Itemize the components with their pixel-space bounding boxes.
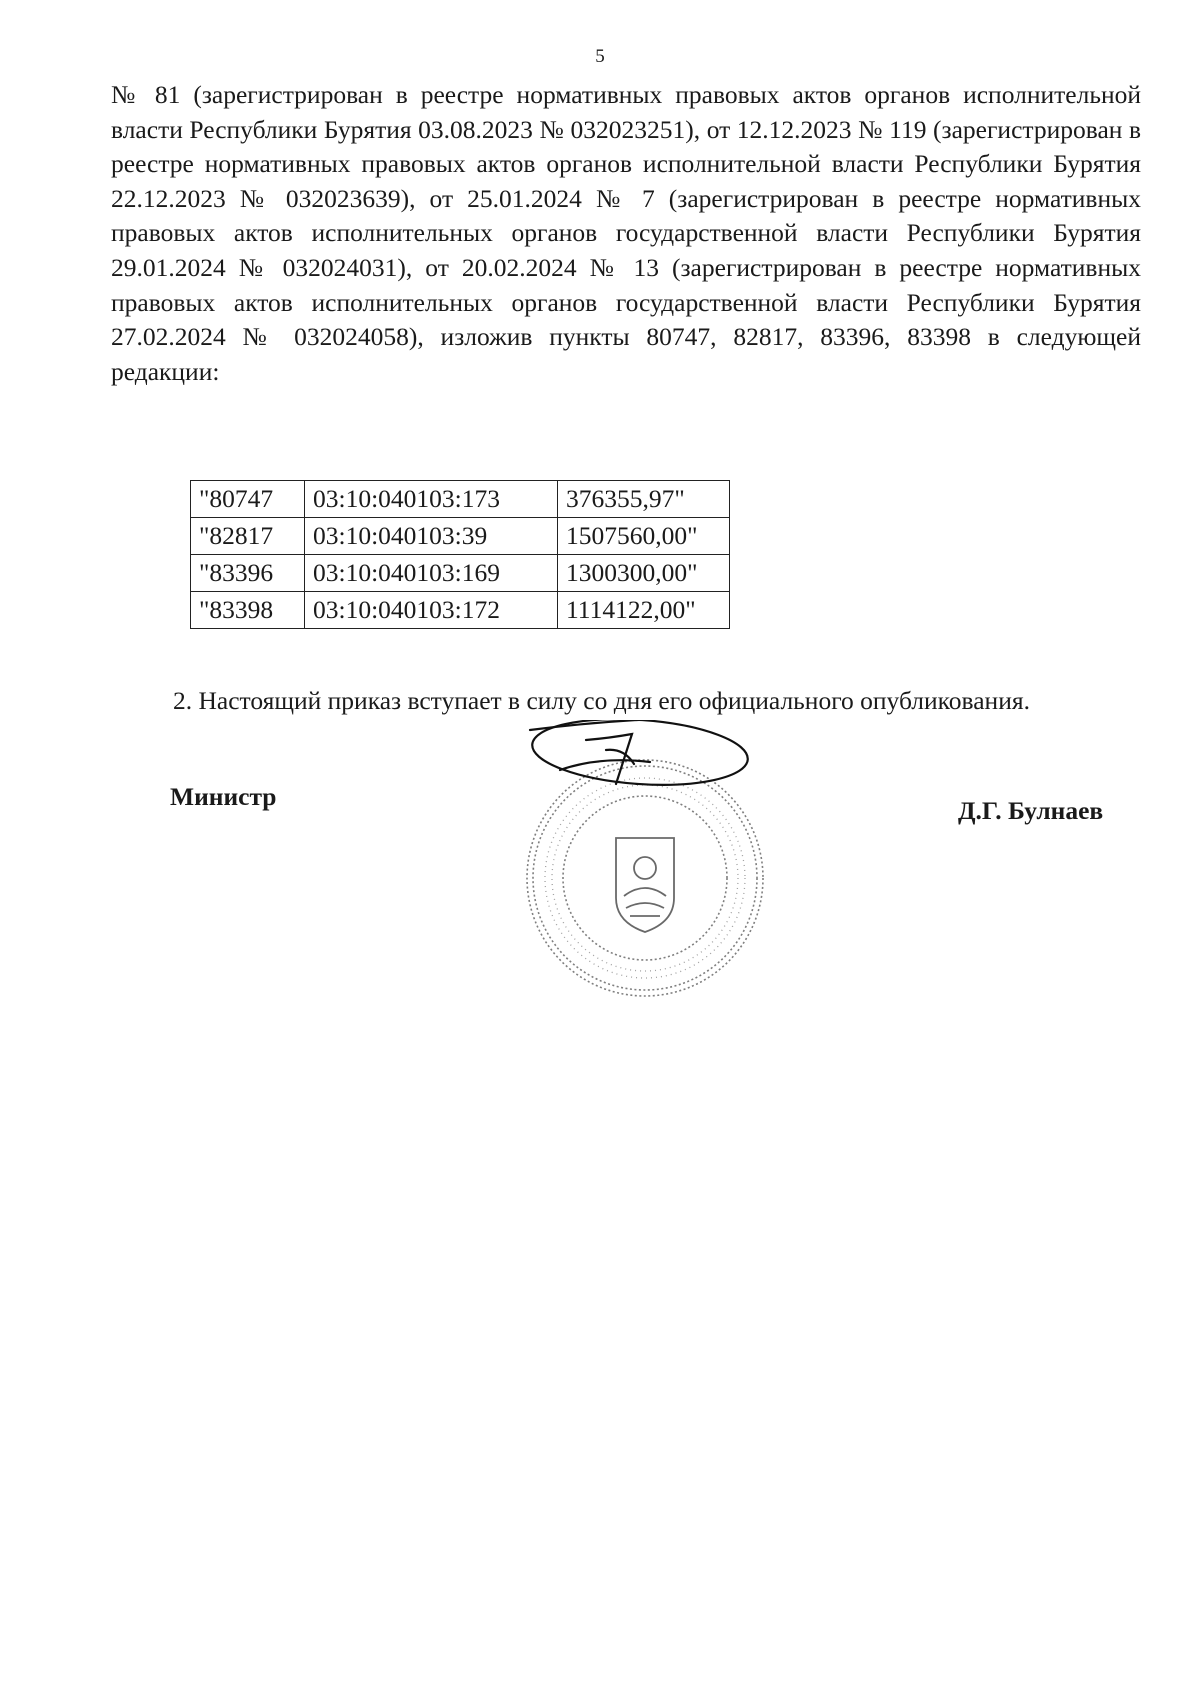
value-cell: 1114122,00": [558, 592, 730, 629]
cadastral-number-cell: 03:10:040103:169: [305, 555, 558, 592]
coat-of-arms-icon: [616, 838, 674, 932]
table-row: [191, 518, 730, 555]
item-number-cell: "83396: [191, 555, 305, 592]
official-stamp-seal: [520, 720, 820, 1020]
cadastral-number-cell: 03:10:040103:39: [305, 518, 558, 555]
value-cell: 1507560,00": [558, 518, 730, 555]
page-number: 5: [595, 46, 605, 67]
body-paragraph: № 81 (зарегистрирован в реестре нормативных правовых актов органов исполнительной власти Республики Бурятия 03.08.2023 № 032023251), от 12.12.2023 № 119 (зарегистрирован в реестре нормативных правовых актов органов исполнительной власти Республики Бурятия 22.12.2023 № 032023639), от 25.01.2024 № 7 (зарегистрирован в реестре нормативных правовых актов исполнительных органов государственной власти Республики Бурятия 29.01.2024 № 032024031), от 20.02.2024 № 13 (зарегистрирован в реестре нормативных правовых актов исполнительных органов государственной власти Республики Бурятия 27.02.2024 № 032024058), изложив пункты 80747, 82817, 83396, 83398 в следующей редакции:: [111, 80, 1141, 386]
table-row: [191, 555, 730, 592]
value-cell: 376355,97": [558, 481, 730, 518]
items-table: [190, 480, 730, 629]
table-row: [191, 481, 730, 518]
signer-position: Министр: [170, 782, 277, 811]
clause-2: 2. Настоящий приказ вступает в силу со дня его официального опубликования.: [173, 686, 1030, 715]
value-cell: 1300300,00": [558, 555, 730, 592]
cadastral-number-cell: 03:10:040103:172: [305, 592, 558, 629]
signature-mark: [530, 720, 820, 791]
item-number-cell: "83398: [191, 592, 305, 629]
signer-name: Д.Г. Булнаев: [958, 796, 1104, 825]
item-number-cell: "80747: [191, 481, 305, 518]
cadastral-number-cell: 03:10:040103:173: [305, 481, 558, 518]
table-row: [191, 592, 730, 629]
item-number-cell: "82817: [191, 518, 305, 555]
